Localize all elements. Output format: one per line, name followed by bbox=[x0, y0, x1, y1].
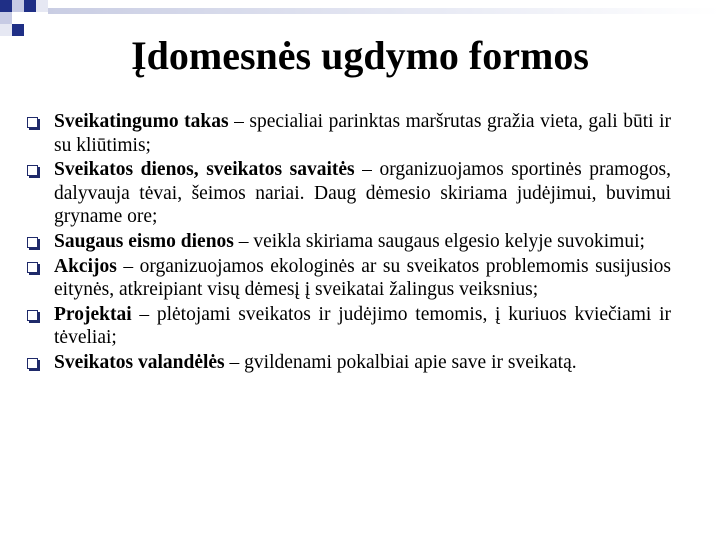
item-term: Sveikatos valandėlės bbox=[54, 351, 225, 373]
deco-square bbox=[24, 0, 36, 12]
square-bullet-icon bbox=[27, 237, 38, 248]
deco-square bbox=[0, 0, 12, 12]
deco-square bbox=[0, 12, 12, 24]
square-bullet-icon bbox=[27, 358, 38, 369]
item-text: – plėtojami sveikatos ir judėjimo temomis, į kuriuos kviečiami ir tėveliai; bbox=[54, 303, 671, 349]
list-item bbox=[54, 351, 671, 375]
bullet-list bbox=[54, 110, 671, 376]
item-text: – veikla skiriama saugaus elgesio kelyje suvokimui; bbox=[233, 230, 645, 252]
item-term: Projektai bbox=[54, 303, 132, 325]
deco-square bbox=[12, 12, 24, 24]
list-item bbox=[54, 303, 671, 350]
item-text: – organizuojamos ekologinės ar su sveikatos problemomis susijusios eitynės, atkreipiant visų dėmesį į sveikatai žalingus veiksnius; bbox=[54, 255, 671, 301]
deco-square bbox=[12, 0, 24, 12]
square-bullet-icon bbox=[27, 165, 38, 176]
square-bullet-icon bbox=[27, 310, 38, 321]
slide-title: Įdomesnės ugdymo formos bbox=[131, 33, 589, 78]
item-term: Saugaus eismo dienos bbox=[54, 230, 234, 252]
item-term: Sveikatos dienos, sveikatos savaitės bbox=[54, 159, 355, 181]
list-item bbox=[54, 110, 671, 157]
item-term: Sveikatingumo takas bbox=[54, 111, 229, 132]
list-item bbox=[54, 158, 671, 229]
item-text: – organizuojamos sportinės pramogos, dalyvauja tėvai, šeimos nariai. Daug dėmesio skiriama judėjimui, buvimui gryname ore; bbox=[54, 159, 672, 228]
list-item bbox=[54, 230, 671, 254]
list-item bbox=[54, 255, 671, 302]
square-bullet-icon bbox=[27, 262, 38, 273]
header-rule bbox=[48, 8, 720, 14]
item-term: Akcijos bbox=[54, 255, 117, 277]
item-text: – gvildenami pokalbiai apie save ir sveikatą. bbox=[224, 351, 577, 373]
square-bullet-icon bbox=[27, 117, 38, 128]
item-text: – specialiai parinktas maršrutas gražia vieta, gali būti ir su kliūtimis; bbox=[54, 111, 671, 156]
deco-square bbox=[36, 0, 48, 12]
